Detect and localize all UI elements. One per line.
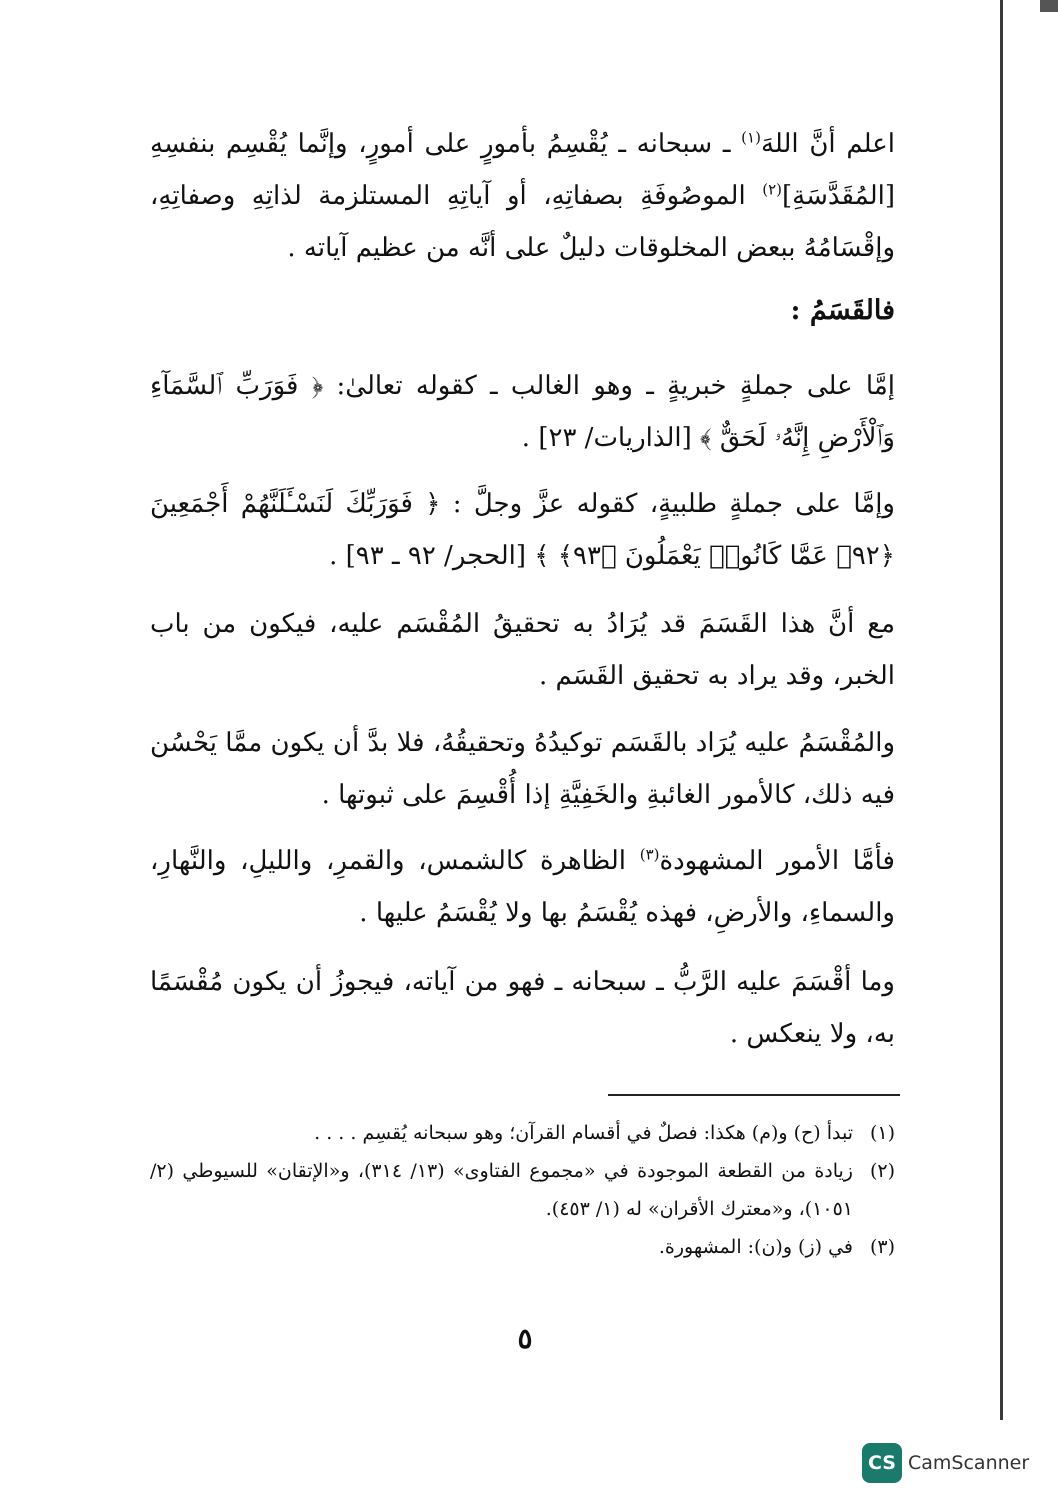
- page-edge-line: [1000, 0, 1003, 1420]
- footnote-text: تبدأ (ح) و(م) هكذا: فصلٌ في أقسام القرآن؛ وهو سبحانه يُقسِم . . . .: [314, 1122, 853, 1144]
- heading-text: [791, 295, 895, 326]
- footnote-2: [150, 1152, 895, 1228]
- footnote-text: في (ز) و(ن): المشهورة.: [658, 1236, 853, 1258]
- paragraph-3: [150, 478, 895, 582]
- page-number-text: ٥: [517, 1322, 533, 1355]
- text-segment: فأمَّا الأمور المشهودة: [659, 846, 895, 876]
- page-number: [0, 1322, 1058, 1355]
- footnote-number: (١): [869, 1122, 895, 1144]
- paragraph-text: [150, 835, 895, 939]
- paragraph-4: [150, 598, 895, 702]
- section-heading: [791, 295, 895, 326]
- footnote-separator: [608, 1094, 900, 1096]
- footnote-marker: (٣): [639, 845, 660, 864]
- text-segment: ـ سبحانه ـ يُقْسِمُ بأمورٍ على أمورٍ، وإنَّما يُقْسِم بنفسِهِ [المُقَدَّسَةِ]: [150, 129, 895, 211]
- page-edge-corner: [1040, 0, 1058, 12]
- footnotes: [150, 1114, 895, 1266]
- paragraph-2: [150, 360, 895, 464]
- text-segment: مع أنَّ هذا القَسَمَ قد يُرَادُ به تحقيقُ المُقْسَم عليه، فيكون من باب الخبر، وقد يراد به تحقيق القَسَم .: [150, 609, 895, 691]
- camscanner-watermark: [862, 1440, 1029, 1486]
- camscanner-name: CamScanner: [908, 1452, 1030, 1474]
- text-segment: الموصُوفَةِ بصفاتِهِ، أو آياتِهِ المستلزمة لذاتِهِ وصفاتِهِ، وإقْسَامُهُ ببعض المخلوقات دليلٌ على أنَّه من عظيم آياته .: [150, 181, 895, 263]
- text-segment: وإمَّا على جملةٍ طلبيةٍ، كقوله عزَّ وجلَّ : ﴿ فَوَرَبِّكَ لَنَسْـَٔلَنَّهُمْ أَجْمَعِينَ ﴿٩٢﴾ عَمَّا كَانُوا۟ يَعْمَلُونَ ﴿٩٣﴾ ﴾ [الحجر/ ٩٢ ـ ٩٣] .: [150, 489, 895, 571]
- paragraph-text: [150, 956, 895, 1060]
- camscanner-logo-icon: CS: [862, 1443, 902, 1483]
- text-segment: إمَّا على جملةٍ خبريةٍ ـ وهو الغالب ـ كقوله تعالىٰ: ﴿ فَوَرَبِّ ٱلسَّمَآءِ وَٱلْأَرْضِ إِنَّهُۥ لَحَقٌّ ﴾ [الذاريات/ ٢٣] .: [150, 371, 895, 453]
- footnote-number: (٢): [869, 1160, 895, 1182]
- footnote-number: (٣): [869, 1236, 895, 1258]
- footnote-text: زيادة من القطعة الموجودة في «مجموع الفتاوى» (١٣/ ٣١٤)، و«الإتقان» للسيوطي (٢/ ١٠٥١)، و«معترك الأقران» له (١/ ٤٥٣).: [150, 1160, 853, 1220]
- footnote-marker: (٢): [762, 180, 782, 199]
- paragraph-text: [150, 478, 895, 582]
- paragraph-5: [150, 717, 895, 821]
- paragraph-1: [150, 118, 895, 274]
- text-segment: اعلم أنَّ اللهَ: [760, 129, 895, 159]
- paragraph-text: [150, 598, 895, 702]
- paragraph-text: [150, 360, 895, 464]
- paragraph-text: [150, 717, 895, 821]
- footnote-marker: (١): [741, 128, 761, 147]
- text-segment: والمُقْسَمُ عليه يُرَاد بالقَسَم توكيدُهُ وتحقيقُهُ، فلا بدَّ أن يكون ممَّا يَحْسُن فيه ذلك، كالأمور الغائبةِ والخَفِيَّةِ إذا أُقْسِمَ على ثبوتها .: [150, 728, 895, 810]
- footnote-3: [150, 1228, 895, 1266]
- text-segment: الظاهرة كالشمس، والقمرِ، والليلِ، والنَّهارِ، والسماءِ، والأرضِ، فهذه يُقْسَمُ بها ولا يُقْسَمُ عليها .: [150, 846, 895, 928]
- text-segment: فالقَسَمُ :: [790, 295, 895, 326]
- footnote-1: [150, 1114, 895, 1152]
- paragraph-6: [150, 835, 895, 939]
- text-segment: وما أقْسَمَ عليه الرَّبُّ ـ سبحانه ـ فهو من آياته، فيجوزُ أن يكون مُقْسَمًا به، ولا ينعكس .: [150, 967, 895, 1049]
- paragraph-7: [150, 956, 895, 1060]
- paragraph-text: [150, 118, 895, 274]
